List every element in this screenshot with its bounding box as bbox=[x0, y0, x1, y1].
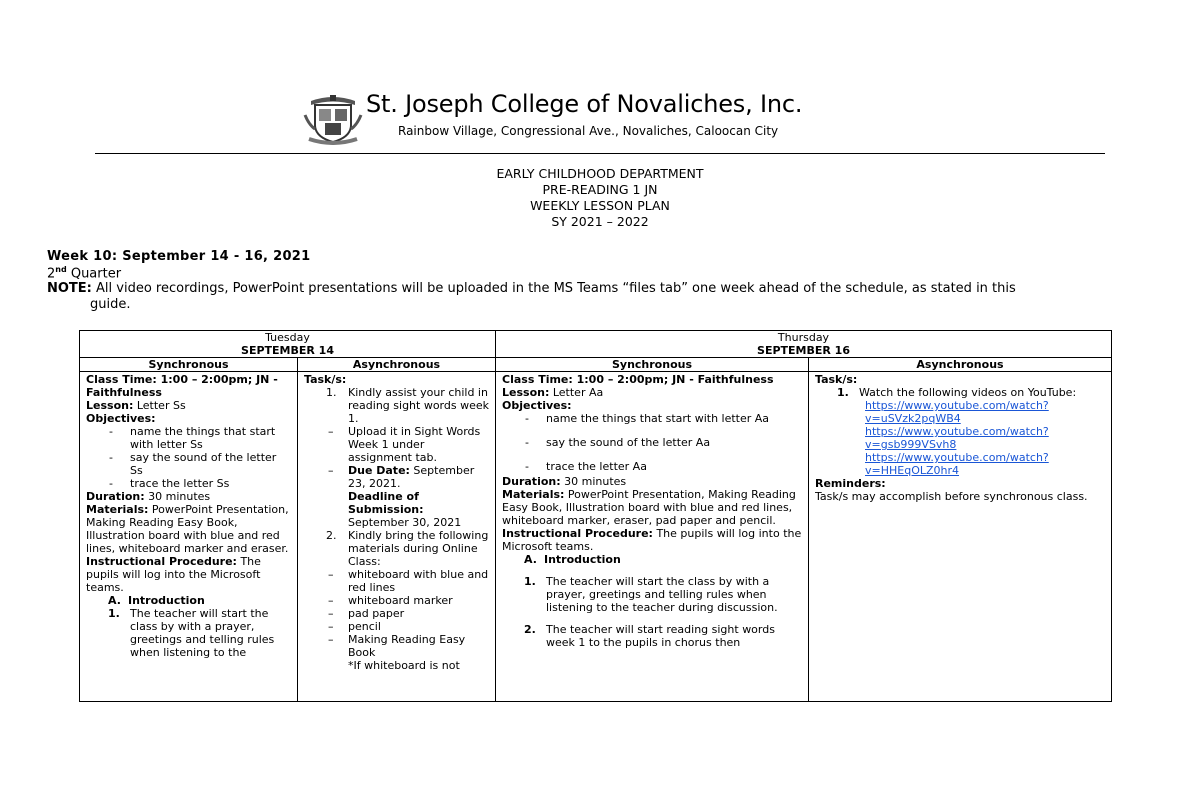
note-label: NOTE: bbox=[47, 281, 92, 296]
procedure: Instructional Procedure: The pupils will log into the Microsoft teams. bbox=[502, 527, 802, 553]
school-name: St. Joseph College of Novaliches, Inc. bbox=[366, 90, 803, 118]
list-item: - name the things that start with letter Aa bbox=[525, 407, 802, 431]
school-year: SY 2021 – 2022 bbox=[551, 214, 649, 229]
note bbox=[47, 281, 1107, 313]
thu-async-header: Asynchronous bbox=[809, 358, 1112, 372]
reminders-text: Task/s may accomplish before synchronous class. bbox=[815, 490, 1088, 503]
plan-title: WEEKLY LESSON PLAN bbox=[530, 198, 670, 213]
duration: Duration: 30 minutes bbox=[86, 490, 211, 503]
objectives-label: Objectives: bbox=[86, 412, 156, 425]
procedure-step: 2. The teacher will start reading sight words week 1 to the pupils in chorus then bbox=[524, 623, 775, 649]
tuesday-date: SEPTEMBER 14 bbox=[241, 344, 334, 357]
task-item: 2. Kindly bring the following materials during Online Class: bbox=[326, 529, 489, 568]
tue-async-cell bbox=[298, 372, 496, 702]
thu-async-cell bbox=[809, 372, 1112, 702]
objectives-list bbox=[86, 425, 291, 490]
material-item: – pad paper bbox=[328, 607, 405, 620]
duration: Duration: 30 minutes bbox=[502, 475, 627, 488]
list-item: - name the things that start with letter Ss bbox=[109, 425, 291, 451]
quarter-suffix: nd bbox=[55, 265, 67, 274]
tasks-label: Task/s: bbox=[304, 373, 347, 386]
list-item: - say the sound of the letter Ss bbox=[109, 451, 291, 477]
class-time: Class Time: 1:00 – 2:00pm; JN - Faithfulness bbox=[502, 373, 774, 386]
tuesday-header bbox=[80, 331, 496, 358]
tue-async-header: Asynchronous bbox=[298, 358, 496, 372]
task-item: 1. Kindly assist your child in reading sight words week 1. bbox=[326, 386, 489, 425]
thursday-header bbox=[496, 331, 1112, 358]
materials: Materials: PowerPoint Presentation, Making Reading Easy Book, Illustration board with blue and red lines, whiteboard marker, eraser, pad paper and pencil. bbox=[502, 488, 796, 527]
objectives-list bbox=[502, 407, 802, 479]
note-continuation: guide. bbox=[90, 297, 131, 312]
quarter-heading bbox=[47, 265, 121, 281]
class-time: Class Time: 1:00 – 2:00pm; JN - Faithfulness bbox=[86, 373, 278, 399]
procedure: Instructional Procedure: The pupils will log into the Microsoft teams. bbox=[86, 555, 261, 594]
video-link[interactable]: https://www.youtube.com/watch? v=HHEqOLZ0hr4 bbox=[865, 451, 1049, 477]
task-subitem: – Upload it in Sight Words Week 1 under assignment tab. bbox=[328, 425, 481, 464]
tuesday-label: Tuesday bbox=[265, 331, 310, 344]
thursday-label: Thursday bbox=[777, 331, 830, 344]
introduction-heading: A. Introduction bbox=[524, 553, 621, 566]
thursday-date: SEPTEMBER 16 bbox=[757, 344, 850, 357]
introduction-heading: A. Introduction bbox=[108, 594, 205, 607]
reminders-label: Reminders: bbox=[815, 477, 886, 490]
procedure-step: 1. The teacher will start the class by with a prayer, greetings and telling rules when listening to the teacher during discussion. bbox=[524, 575, 778, 614]
list-item: - trace the letter Aa bbox=[525, 455, 802, 479]
school-address: Rainbow Village, Congressional Ave., Novaliches, Caloocan City bbox=[398, 124, 779, 138]
quarter-number: 2 bbox=[47, 266, 56, 282]
video-links bbox=[815, 399, 1105, 477]
material-item: – whiteboard marker bbox=[328, 594, 453, 607]
material-item: – pencil bbox=[328, 620, 381, 633]
thu-sync-cell bbox=[496, 372, 809, 702]
objectives-label: Objectives: bbox=[502, 399, 572, 412]
material-item: – whiteboard with blue and red lines bbox=[328, 568, 489, 594]
tue-sync-header: Synchronous bbox=[80, 358, 298, 372]
tue-sync-cell bbox=[80, 372, 298, 702]
due-date: – Due Date: September 23, 2021. bbox=[328, 464, 475, 490]
header-divider bbox=[95, 153, 1105, 154]
subject-title: PRE-READING 1 JN bbox=[542, 182, 658, 197]
week-heading: Week 10: September 14 - 16, 2021 bbox=[47, 249, 311, 264]
footnote: *If whiteboard is not bbox=[348, 659, 460, 672]
materials: Materials: PowerPoint Presentation, Making Reading Easy Book, Illustration board with blue and red lines, whiteboard marker and eraser. bbox=[86, 503, 289, 555]
department-title: EARLY CHILDHOOD DEPARTMENT bbox=[496, 166, 704, 181]
tasks-label: Task/s: bbox=[815, 373, 858, 386]
video-link[interactable]: https://www.youtube.com/watch? v=uSVzk2pqWB4 bbox=[865, 399, 1049, 425]
note-text: All video recordings, PowerPoint presentations will be uploaded in the MS Teams “files tab” one week ahead of the schedule, as stated in this bbox=[91, 281, 1016, 296]
list-item: - trace the letter Ss bbox=[109, 477, 291, 490]
thu-sync-header: Synchronous bbox=[496, 358, 809, 372]
material-item: – Making Reading Easy Book bbox=[328, 633, 466, 659]
lesson: Lesson: Letter Ss bbox=[86, 399, 186, 412]
video-link[interactable]: https://www.youtube.com/watch? v=gsb999VSvh8 bbox=[865, 425, 1049, 451]
task-item: 1. Watch the following videos on YouTube: bbox=[837, 386, 1077, 399]
school-crest-icon bbox=[303, 95, 363, 145]
deadline: Deadline of Submission: September 30, 2021 bbox=[348, 490, 462, 529]
procedure-step: 1. The teacher will start the class by with a prayer, greetings and telling rules when listening to the bbox=[108, 607, 275, 659]
lesson-plan-table bbox=[79, 330, 1112, 702]
quarter-label: Quarter bbox=[66, 266, 122, 282]
lesson: Lesson: Letter Aa bbox=[502, 386, 604, 399]
list-item: - say the sound of the letter Aa bbox=[525, 431, 802, 455]
